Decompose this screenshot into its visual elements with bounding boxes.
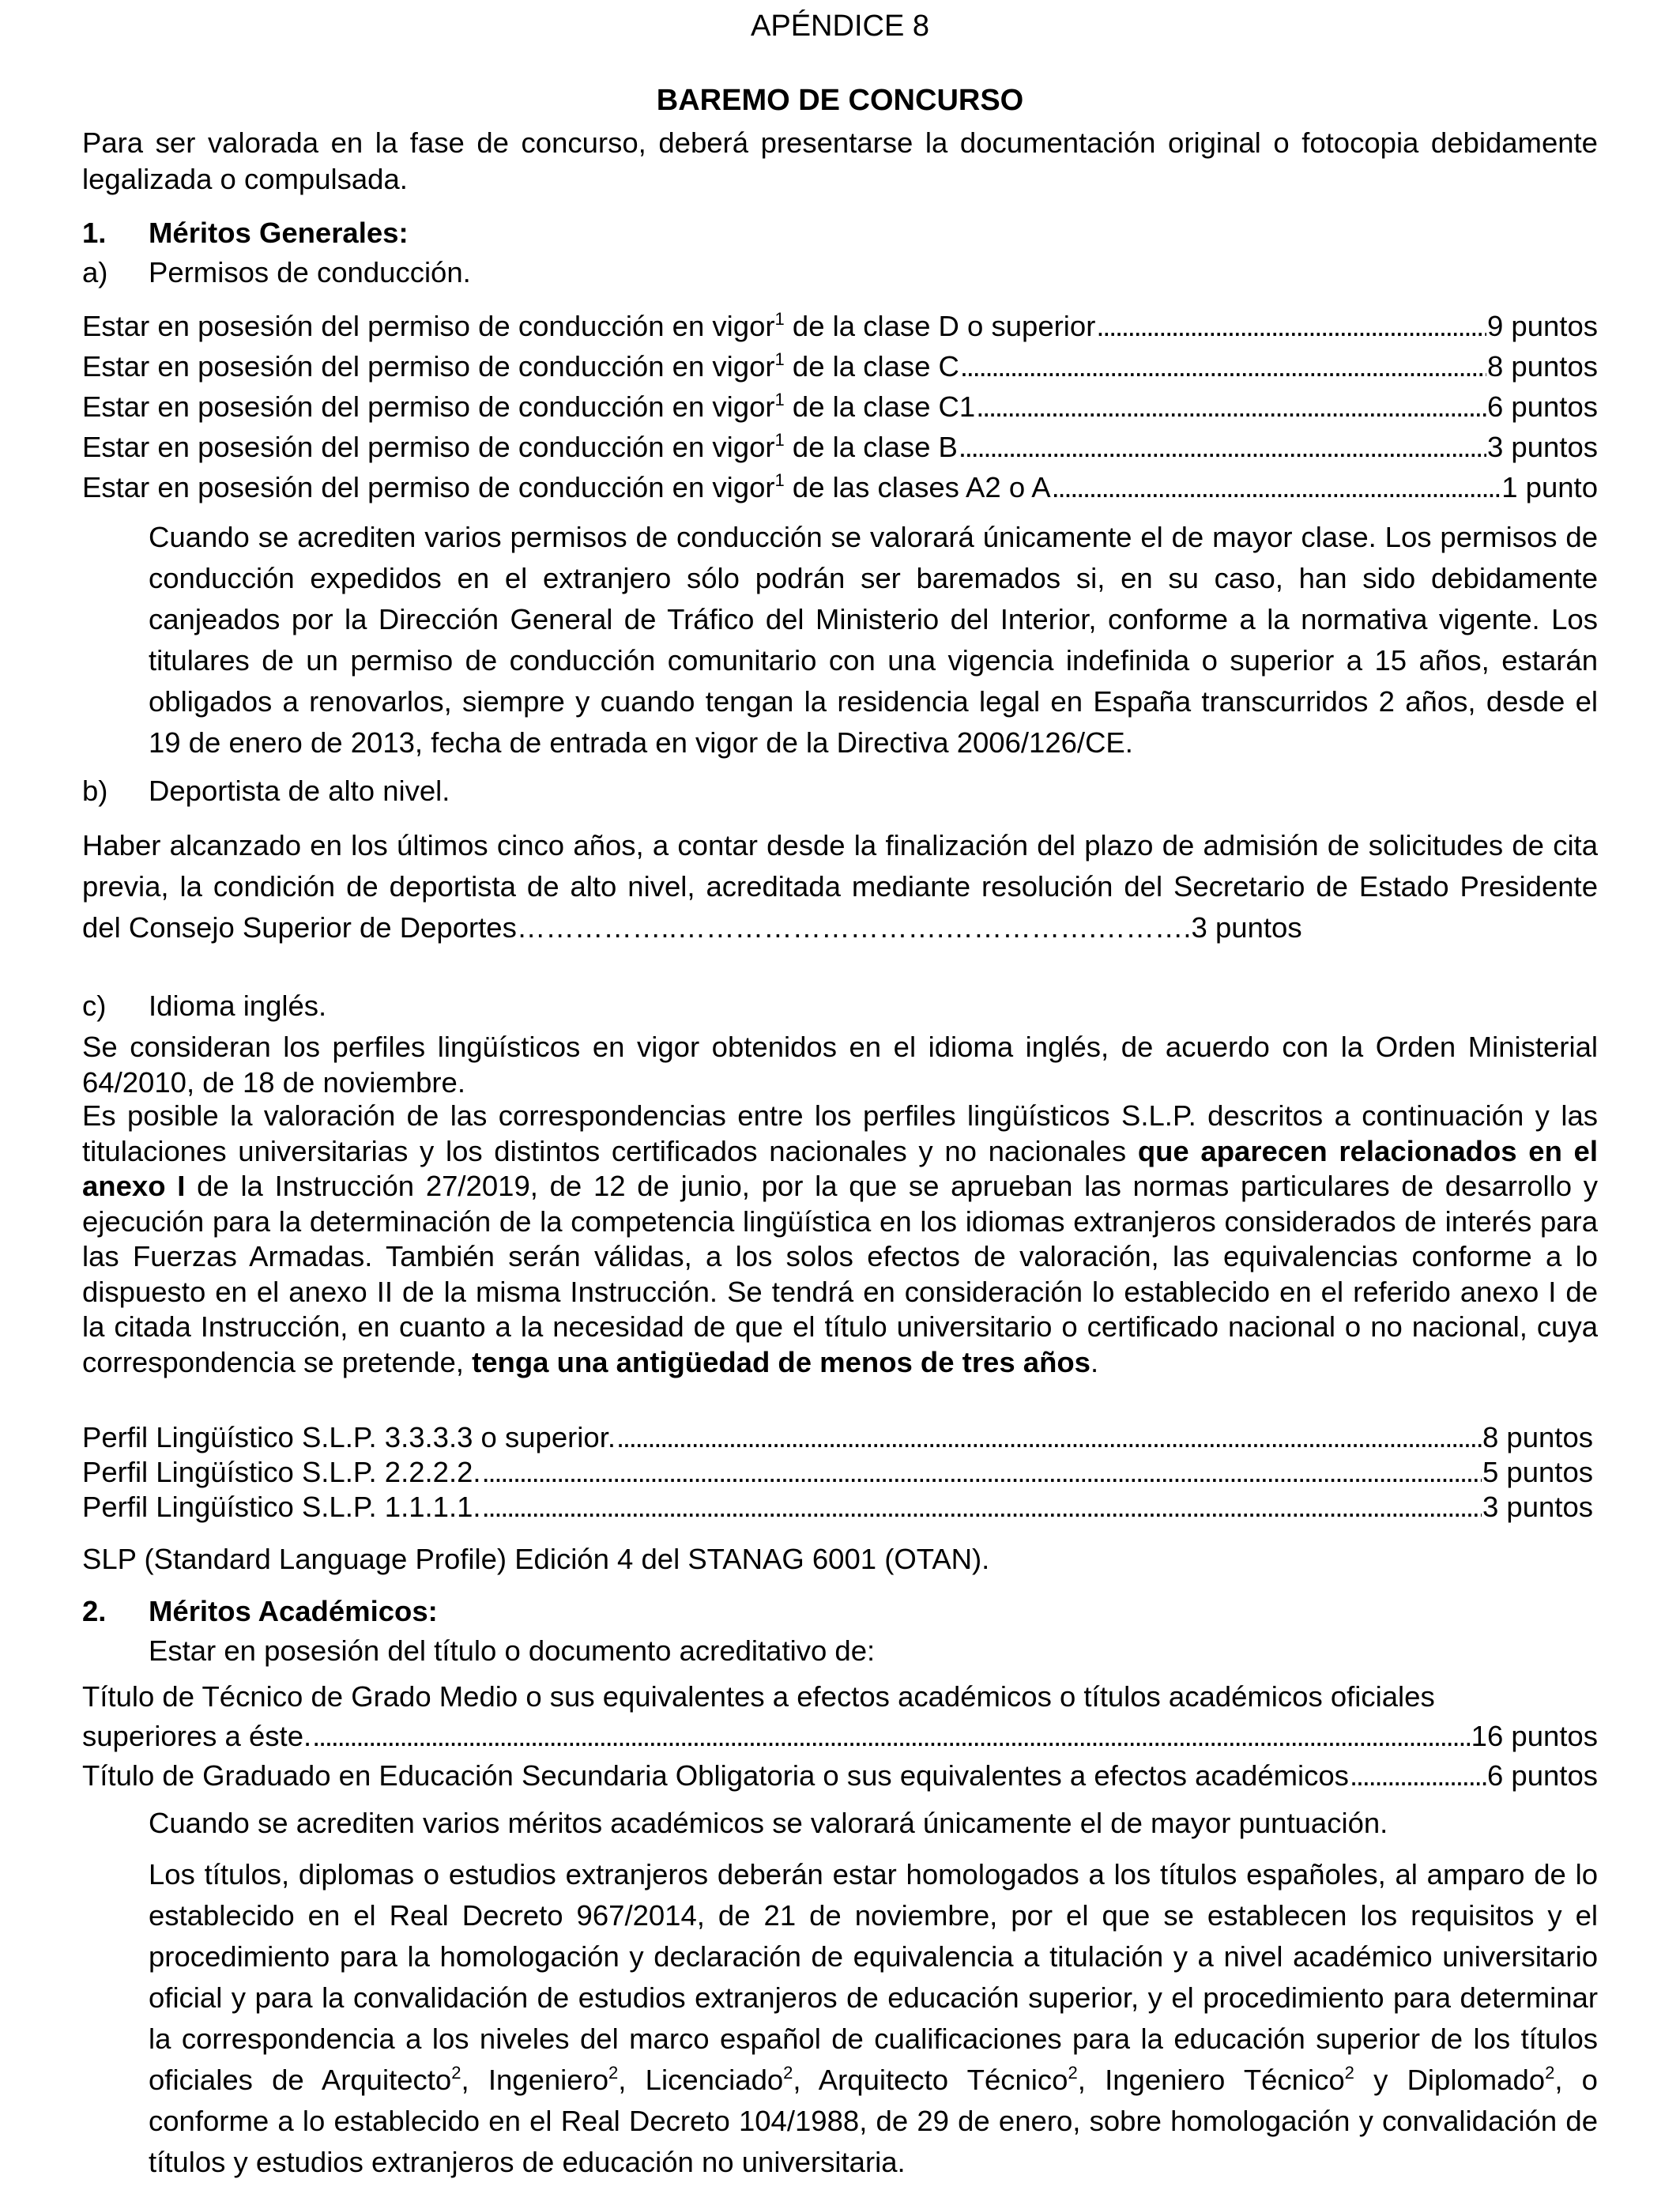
item-points: 16 puntos: [1471, 1720, 1598, 1752]
dot-leader: [312, 1718, 1471, 1755]
item-points: 6 puntos: [1486, 1759, 1598, 1792]
section-title: Méritos Académicos:: [149, 1595, 438, 1627]
item-points: 3 puntos: [1486, 431, 1598, 463]
english-paragraph-2: Es posible la valoración de las correspondencias entre los perfiles lingüísticos S.L.P. descritos a continuación y las titulaciones universitarias y los distintos certificados nacionales y no nacionales que aparecen relacionados en el anexo I de la Instrucción 27/2019, de 12 de junio, por la que se aprueban las normas particulares de desarrollo y ejecución para la determinación de la competencia lingüística en los idiomas extranjeros considerados de interés para las Fuerzas Armadas. También serán válidas, a los solos efectos de valoración, las equivalencias conforme a lo dispuesto en el anexo II de la misma Instrucción. Se tendrá en consideración lo establecido en el referido anexo I de la citada Instrucción, en cuanto a la necesidad de que el título universitario o certificado nacional o no nacional, cuya correspondencia se pretende, tenga una antigüedad de menos de tres años.: [82, 1099, 1598, 1378]
item-points: 8 puntos: [1482, 1421, 1593, 1453]
academic-item-1-line-1: Título de Técnico de Grado Medio o sus equivalentes a efectos académicos o títulos académicos oficiales: [82, 1680, 1435, 1713]
item-label: Perfil Lingüístico S.L.P. 3.3.3.3 o superior.: [82, 1421, 616, 1453]
item-points: 5 puntos: [1482, 1456, 1593, 1488]
item-label: superiores a éste.: [82, 1720, 312, 1752]
bold-annex-reference: que aparecen relacionados en el anexo I: [82, 1134, 1598, 1202]
academic-note-2: Los títulos, diplomas o estudios extranjeros deberán estar homologados a los títulos españoles, al amparo de lo establecido en el Real Decreto 967/2014, de 21 de noviembre, por el que se establecen los requisitos y el procedimiento para la homologación y declaración de equivalencia a titulación y a nivel académico universitario oficial y para la convalidación de estudios extranjeros de educación superior, y el procedimiento para determinar la correspondencia a los niveles del marco español de cualificaciones para la educación superior de los títulos oficiales de Arquitecto$^2$, Ingeniero$^2$, Licenciado$^2$, Arquitecto Técnico$^2$, Ingeniero Técnico$^2$ y Diplomado$^2$, o conforme a lo establecido en el Real Decreto 104/1988, de 29 de enero, sobre homologación y convalidación de títulos y estudios extranjeros de educación no universitaria.: [149, 1858, 1598, 2178]
item-label: Estar en posesión del permiso de conducción en vigor$^1$ de la clase D o superior: [82, 309, 1096, 342]
dot-leader: [616, 1419, 1482, 1456]
section-1-heading: [82, 215, 409, 251]
item-label: Título de Graduado en Educación Secundaria Obligatoria o sus equivalentes a efectos académicos: [82, 1759, 1349, 1792]
dot-leader: [482, 1489, 1482, 1525]
profile-item-2222: [82, 1454, 1593, 1491]
item-label: Estar en posesión del permiso de conducción en vigor$^1$ de la clase B: [82, 430, 958, 463]
slp-note: SLP (Standard Language Profile) Edición 4 del STANAG 6001 (OTAN).: [82, 1543, 990, 1575]
subsection-letter: b): [82, 775, 108, 807]
license-item-d: [82, 308, 1598, 345]
item-points: 3 puntos: [1482, 1491, 1593, 1523]
item-points: 1 punto: [1501, 471, 1598, 503]
academic-note-1: Cuando se acrediten varios méritos académicos se valorará únicamente el de mayor puntuación.: [149, 1807, 1388, 1839]
item-label: Perfil Lingüístico S.L.P. 2.2.2.2.: [82, 1456, 481, 1488]
dot-leader: [976, 389, 1486, 425]
dot-leader: [482, 1454, 1482, 1491]
academic-item-2: [82, 1758, 1598, 1794]
item-points: 9 puntos: [1486, 310, 1598, 342]
item-label: Perfil Lingüístico S.L.P. 1.1.1.1.: [82, 1491, 481, 1523]
section-2-heading: [82, 1593, 438, 1630]
license-note: Cuando se acrediten varios permisos de conducción se valorará únicamente el de mayor clase. Los permisos de conducción expedidos en el extranjero sólo podrán ser baremados si, en su caso, han sido debidamente canjeados por la Dirección General de Tráfico del Ministerio del Interior, conforme a la normativa vigente. Los titulares de un permiso de conducción comunitario con una vigencia indefinida o superior a 15 años, estarán obligados a renovarlos, siempre y cuando tengan la residencia legal en España transcurridos 2 años, desde el 19 de enero de 2013, fecha de entrada en vigor de la Directiva 2006/126/CE.: [149, 521, 1598, 759]
dot-leader: [960, 349, 1486, 385]
subsection-a-heading: [82, 254, 471, 291]
item-label: Estar en posesión del permiso de conducción en vigor$^1$ de la clase C1: [82, 390, 976, 423]
profile-item-3333: [82, 1419, 1593, 1456]
license-item-a2: [82, 469, 1598, 506]
subsection-title: Permisos de conducción.: [149, 256, 471, 288]
english-paragraph-1: Se consideran los perfiles lingüísticos en vigor obtenidos en el idioma inglés, de acuerdo con la Orden Ministerial 64/2010, de 18 de noviembre.: [82, 1031, 1598, 1099]
intro-paragraph: Para ser valorada en la fase de concurso, deberá presentarse la documentación original o fotocopia debidamente legalizada o compulsada.: [82, 126, 1598, 195]
subsection-b-heading: [82, 773, 450, 809]
subsection-letter: c): [82, 990, 107, 1022]
profile-item-1111: [82, 1489, 1593, 1525]
appendix-heading: APÉNDICE 8: [751, 9, 929, 43]
subsection-c-heading: [82, 988, 326, 1024]
item-label: Estar en posesión del permiso de conducción en vigor$^1$ de las clases A2 o A: [82, 470, 1051, 503]
item-points: 8 puntos: [1486, 350, 1598, 383]
license-item-c1: [82, 389, 1598, 425]
academic-item-1-line-2: [82, 1718, 1598, 1755]
section-number: 2.: [82, 1595, 107, 1627]
bold-age-requirement: tenga una antigüedad de menos de tres años: [472, 1345, 1090, 1378]
subsection-title: Deportista de alto nivel.: [149, 775, 450, 807]
dot-leader: [959, 429, 1486, 466]
subsection-letter: a): [82, 256, 108, 288]
item-points: 6 puntos: [1486, 390, 1598, 423]
item-label: Estar en posesión del permiso de conducción en vigor$^1$ de la clase C: [82, 349, 959, 383]
document-title: BAREMO DE CONCURSO: [656, 84, 1024, 117]
dot-leader: [1052, 469, 1501, 506]
academic-intro: Estar en posesión del título o documento acreditativo de:: [149, 1634, 876, 1667]
dot-leader: [1096, 308, 1486, 345]
section-title: Méritos Generales:: [149, 217, 409, 249]
dot-leader: [1350, 1758, 1486, 1794]
subsection-title: Idioma inglés.: [149, 990, 327, 1022]
license-item-b: [82, 429, 1598, 466]
license-item-c: [82, 349, 1598, 385]
athlete-paragraph: Haber alcanzado en los últimos cinco años, a contar desde la finalización del plazo de admisión de solicitudes de cita previa, la condición de deportista de alto nivel, acreditada mediante resolución del Secretario de Estado Presidente del Consejo Superior de Deportes……………..……………………….…………….……….3 puntos: [82, 829, 1598, 944]
section-number: 1.: [82, 217, 107, 249]
